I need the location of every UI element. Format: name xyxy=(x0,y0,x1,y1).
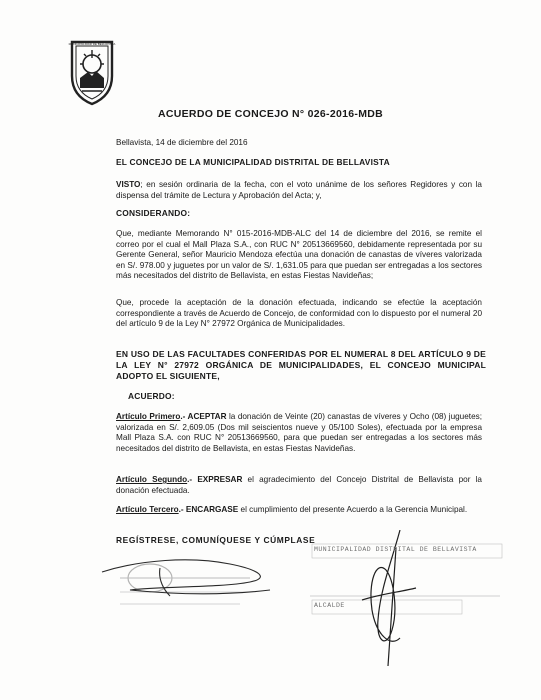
document-title: ACUERDO DE CONCEJO N° 026-2016-MDB xyxy=(157,108,384,120)
considerando-paragraph-2: Que, procede la aceptación de la donación efectuada, indicando se efectúe la aceptación correspondiente a través de Acuerdo de Concejo, de conformidad con lo dispuesto por el numeral 20 del artículo 9 de la Ley N° 27972 Orgánica de Municipalidades. xyxy=(116,298,482,329)
articulo-tercero-verb: .- ENCARGASE xyxy=(178,505,239,514)
articulo-segundo-text: el agradecimiento del Concejo Distrital de Bellavista por la donación efectuada. xyxy=(116,475,482,495)
visto-label: VISTO xyxy=(116,180,141,189)
articulo-tercero-text: el cumplimiento del presente Acuerdo a la Gerencia Municipal. xyxy=(238,505,468,514)
acuerdo-heading: ACUERDO: xyxy=(128,391,175,401)
articulo-segundo-verb: .- EXPRESAR xyxy=(187,475,243,484)
articulo-primero-text: la donación de Veinte (20) canastas de víveres y Ocho (08) juguetes; valorizada en S/. 2,609.05 (Dos mil seiscientos nueve y 05/100 Soles), efectuada por la empresa Mall Plaza S.A. con RUC N° 20513669560, para que puedan ser entregadas a los sectores más necesitados del distrito de Bellavista, en estas Fiestas Navideñas. xyxy=(116,412,482,453)
articulo-tercero xyxy=(116,505,482,516)
considerando-heading: CONSIDERANDO: xyxy=(116,208,191,218)
closing-formula: REGÍSTRESE, COMUNÍQUESE Y CÚMPLASE xyxy=(116,535,316,545)
articulo-tercero-label: Artículo Tercero xyxy=(116,505,179,514)
articulo-primero xyxy=(116,412,482,454)
articulo-segundo-label: Artículo Segundo xyxy=(116,475,188,484)
considerando-paragraph-1: Que, mediante Memorando N° 015-2016-MDB-ALC del 14 de diciembre del 2016, se remite el correo por el cual el Mall Plaza S.A., con RUC N° 20513669560, debidamente representada por su Gerente General, señor Mauricio Mendoza efectúa una donación de canastas de víveres valorizada en S/. 978.00 y juguetes por un valor de S/. 1,631.05 para que puedan ser entregadas a los sectores más necesitados del distrito de Bellavista, en estas Fiestas Navideñas; xyxy=(116,229,482,281)
visto-text: ; en sesión ordinaria de la fecha, con el voto unánime de los señores Regidores y con la dispensa del trámite de Lectura y Aprobación del Acta; y, xyxy=(116,180,482,200)
articulo-segundo xyxy=(116,475,482,496)
visto-paragraph xyxy=(116,180,482,201)
document-date: Bellavista, 14 de diciembre del 2016 xyxy=(116,138,248,147)
council-heading: EL CONCEJO DE LA MUNICIPALIDAD DISTRITAL DE BELLAVISTA xyxy=(116,157,390,167)
seal-label: MUNICIPALIDAD DE BELLAVISTA xyxy=(68,42,116,46)
right-stamp-text-bottom: ALCALDE xyxy=(314,602,345,609)
articulo-primero-label: Artículo Primero xyxy=(116,412,181,421)
municipal-seal xyxy=(66,36,118,108)
resolve-paragraph: EN USO DE LAS FACULTADES CONFERIDAS POR EL NUMERAL 8 DEL ARTÍCULO 9 DE LA LEY N° 27972 ORGÁNICA DE MUNICIPALIDADES, EL CONCEJO MUNICIPAL ADOPTO EL SIGUIENTE, xyxy=(116,349,486,381)
right-stamp-text-top: MUNICIPALIDAD DISTRITAL DE BELLAVISTA xyxy=(314,546,477,553)
articulo-primero-verb: .- ACEPTAR xyxy=(180,412,227,421)
